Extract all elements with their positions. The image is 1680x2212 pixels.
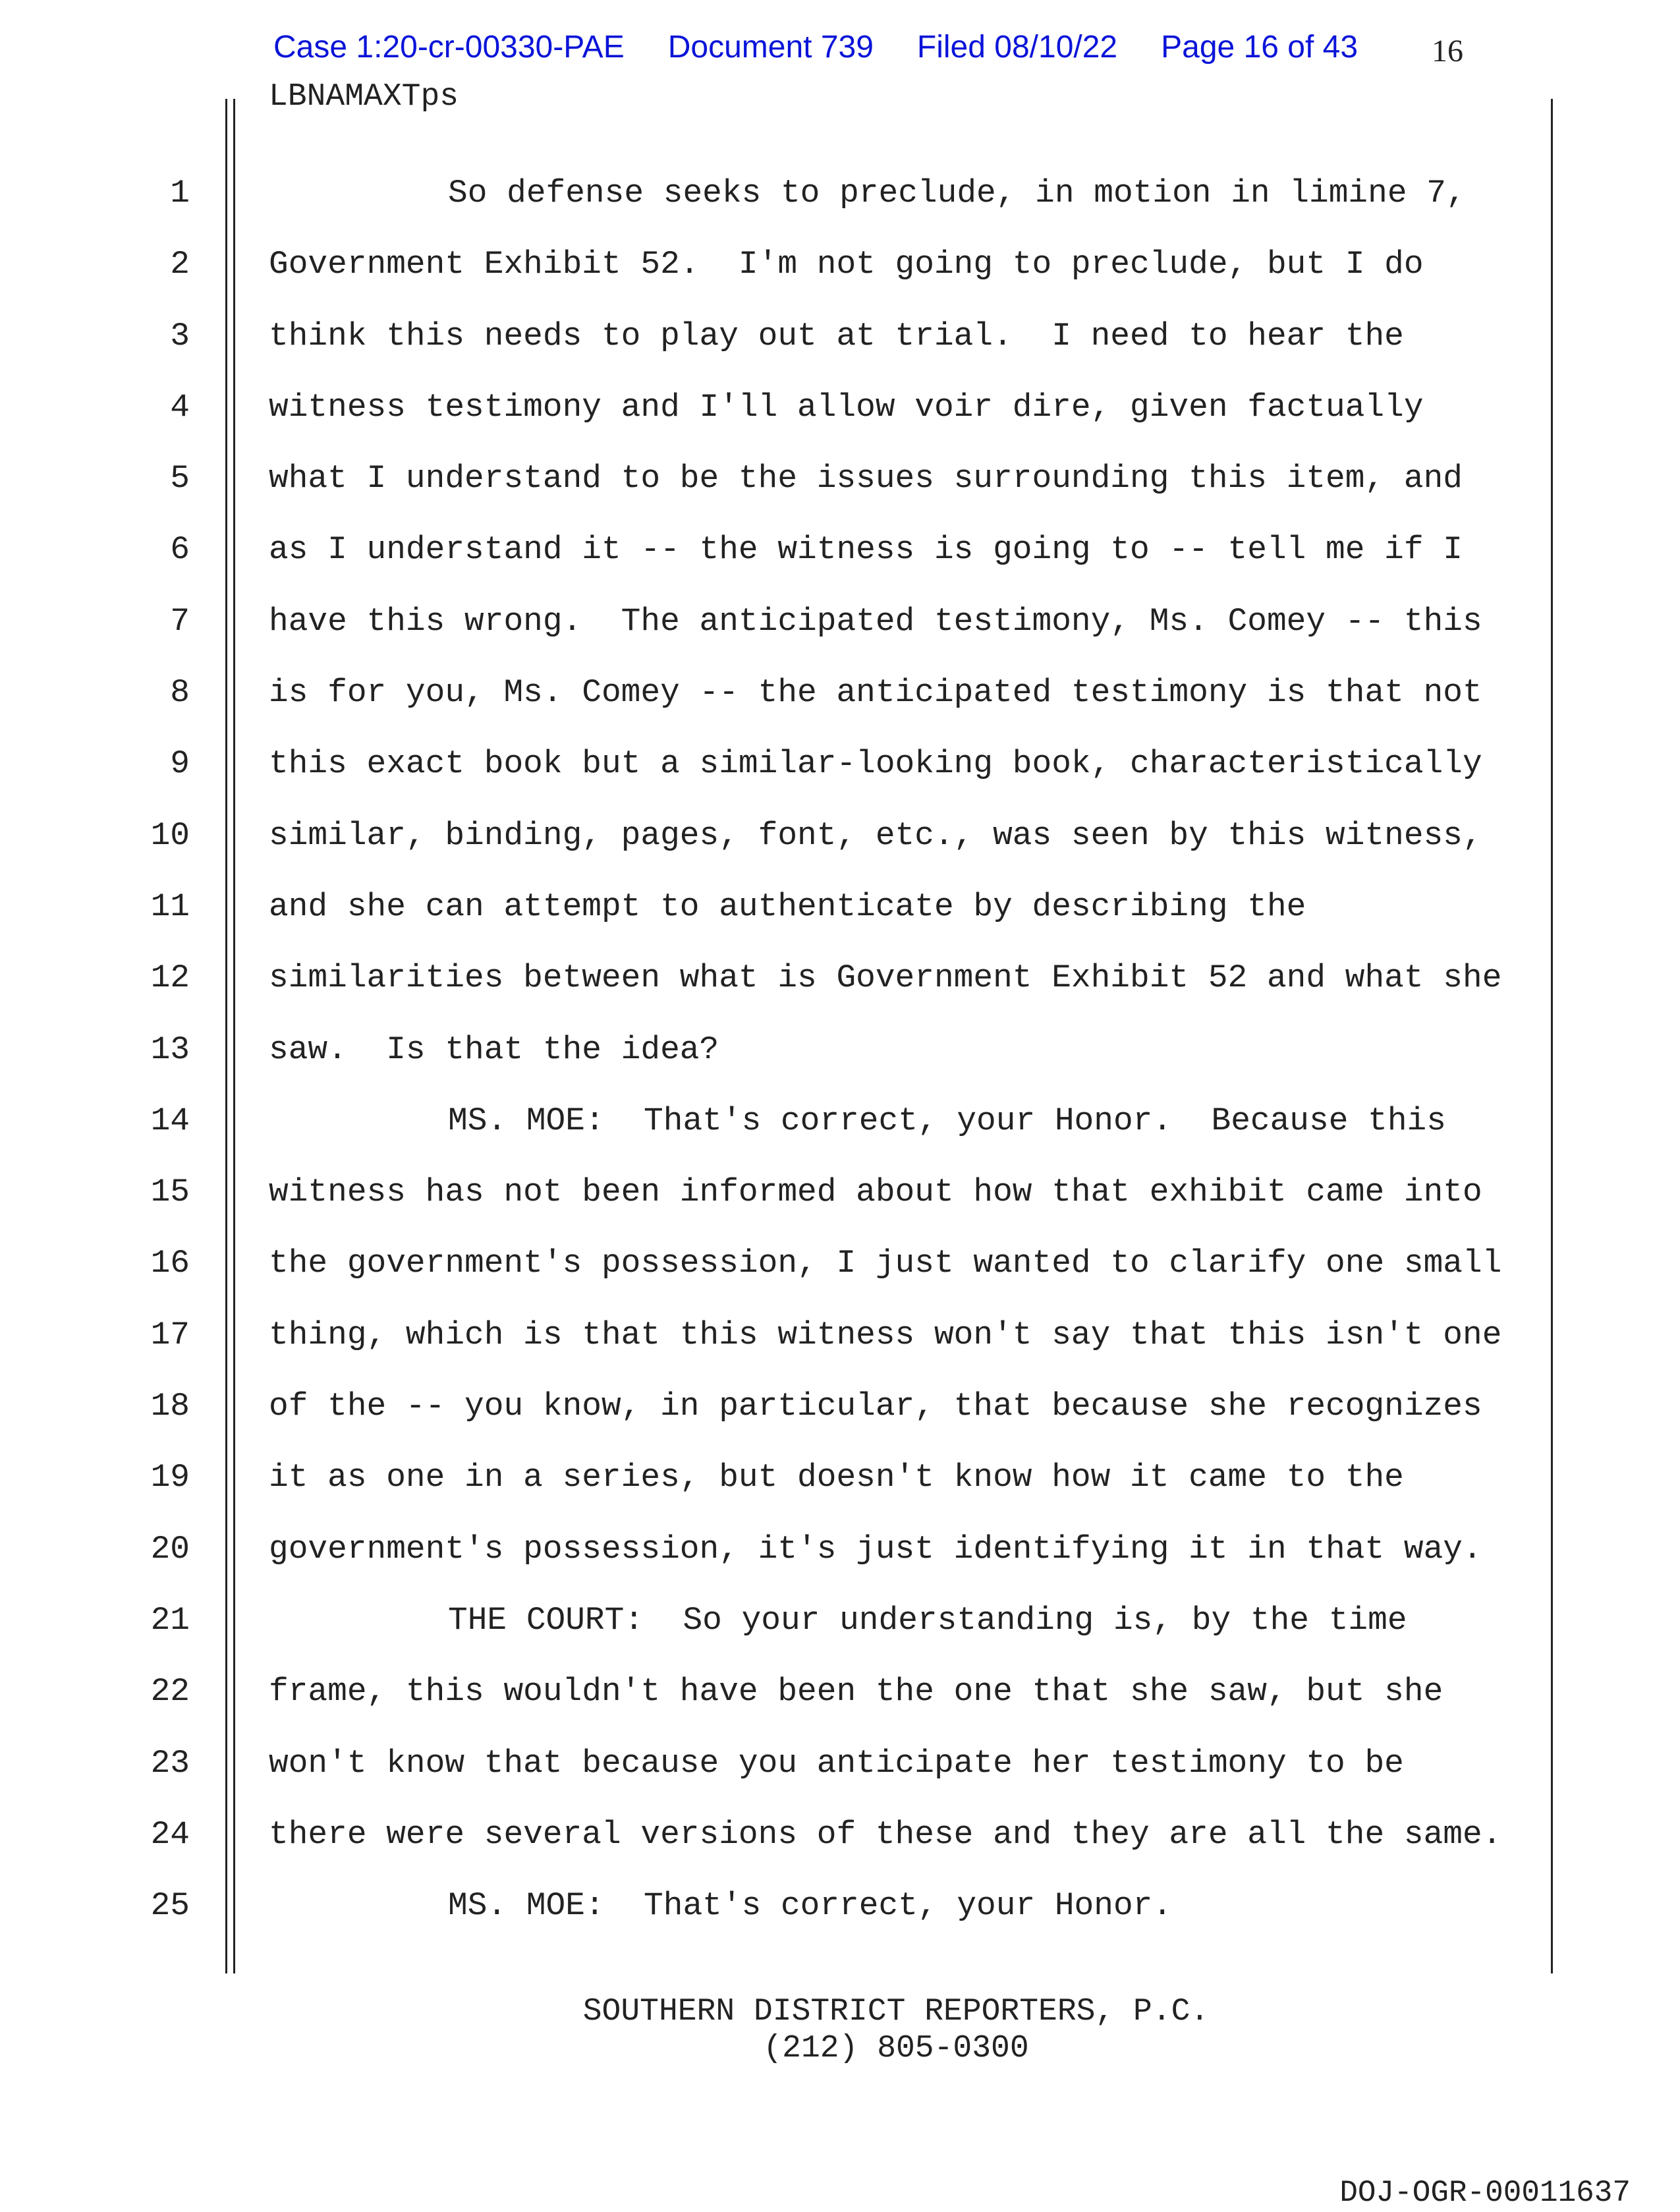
line-number: 15: [150, 1174, 190, 1211]
page-of-total: Page 16 of 43: [1161, 30, 1358, 65]
line-text: witness testimony and I'll allow voir dire, given factually: [269, 388, 1424, 426]
line-number: 3: [170, 317, 190, 354]
transcript-line: [0, 1799, 1680, 1870]
line-text: and she can attempt to authenticate by describing the: [269, 888, 1306, 925]
line-text: So defense seeks to preclude, in motion in limine 7,: [448, 175, 1466, 212]
line-text: it as one in a series, but doesn't know how it came to the: [269, 1459, 1404, 1496]
transcript-line: [0, 157, 1680, 229]
transcript-line: [0, 942, 1680, 1013]
line-number: 13: [150, 1031, 190, 1068]
line-text: MS. MOE: That's correct, your Honor.: [448, 1887, 1173, 1925]
transcript-line: [0, 728, 1680, 799]
transcript-line: [0, 871, 1680, 942]
transcript-body: [0, 157, 1680, 1941]
filed-date: Filed 08/10/22: [916, 30, 1118, 65]
line-number: 25: [150, 1887, 190, 1925]
line-number: 16: [150, 1245, 190, 1282]
line-text: as I understand it -- the witness is going to -- tell me if I: [269, 531, 1463, 569]
transcript-line: [0, 372, 1680, 443]
reporter-phone: (212) 805-0300: [763, 2031, 1029, 2066]
transcript-line: [0, 229, 1680, 300]
line-number: 18: [150, 1388, 190, 1425]
line-number: 9: [170, 745, 190, 783]
bates-number: DOJ-OGR-00011637: [1339, 2176, 1631, 2210]
line-number: 1: [170, 175, 190, 212]
transcript-line: [0, 1085, 1680, 1156]
line-text: there were several versions of these and they are all the same.: [269, 1815, 1502, 1853]
transcript-page-number: 16: [1432, 34, 1463, 69]
line-number: 11: [150, 888, 190, 925]
case-number: Case 1:20-cr-00330-PAE: [273, 30, 625, 65]
line-text: is for you, Ms. Comey -- the anticipated testimony is that not: [269, 674, 1482, 712]
line-number: 24: [150, 1815, 190, 1853]
line-number: 23: [150, 1744, 190, 1782]
line-number: 8: [170, 674, 190, 712]
transcript-line: [0, 586, 1680, 657]
transcript-line: [0, 1442, 1680, 1513]
reporter-name: SOUTHERN DISTRICT REPORTERS, P.C.: [582, 1994, 1210, 2029]
transcript-line: [0, 1656, 1680, 1727]
line-text: won't know that because you anticipate her testimony to be: [269, 1744, 1404, 1782]
line-number: 21: [150, 1601, 190, 1639]
running-header: LBNAMAXTps: [269, 79, 459, 115]
line-text: think this needs to play out at trial. I need to hear the: [269, 317, 1404, 354]
line-number: 12: [150, 959, 190, 997]
transcript-line: [0, 1156, 1680, 1228]
transcript-line: [0, 300, 1680, 372]
line-text: saw. Is that the idea?: [269, 1031, 719, 1068]
line-text: what I understand to be the issues surrounding this item, and: [269, 460, 1463, 497]
transcript-line: [0, 1228, 1680, 1299]
line-text: MS. MOE: That's correct, your Honor. Because this: [448, 1102, 1446, 1139]
line-number: 5: [170, 460, 190, 497]
line-text: THE COURT: So your understanding is, by the time: [448, 1601, 1407, 1639]
line-number: 22: [150, 1673, 190, 1711]
transcript-line: [0, 1299, 1680, 1371]
transcript-line: [0, 1014, 1680, 1085]
line-number: 14: [150, 1102, 190, 1139]
transcript-line: [0, 514, 1680, 585]
transcript-line: [0, 443, 1680, 514]
line-number: 17: [150, 1316, 190, 1353]
line-text: have this wrong. The anticipated testimony, Ms. Comey -- this: [269, 602, 1482, 640]
transcript-line: [0, 1870, 1680, 1941]
transcript-line: [0, 800, 1680, 871]
line-text: similar, binding, pages, font, etc., was seen by this witness,: [269, 816, 1482, 854]
line-number: 4: [170, 388, 190, 426]
transcript-line: [0, 1514, 1680, 1585]
line-text: this exact book but a similar-looking book, characteristically: [269, 745, 1482, 783]
line-number: 20: [150, 1530, 190, 1568]
line-number: 6: [170, 531, 190, 569]
line-text: Government Exhibit 52. I'm not going to preclude, but I do: [269, 246, 1424, 283]
line-text: government's possession, it's just identifying it in that way.: [269, 1530, 1482, 1568]
transcript-line: [0, 1371, 1680, 1442]
line-text: thing, which is that this witness won't say that this isn't one: [269, 1316, 1502, 1353]
document-number: Document 739: [667, 30, 874, 65]
line-number: 19: [150, 1459, 190, 1496]
line-text: witness has not been informed about how that exhibit came into: [269, 1174, 1482, 1211]
line-number: 10: [150, 816, 190, 854]
line-text: the government's possession, I just wanted to clarify one small: [269, 1245, 1502, 1282]
filing-stamp: [273, 29, 1358, 65]
line-text: of the -- you know, in particular, that because she recognizes: [269, 1388, 1482, 1425]
transcript-line: [0, 1585, 1680, 1656]
line-number: 2: [170, 246, 190, 283]
line-text: similarities between what is Government Exhibit 52 and what she: [269, 959, 1502, 997]
transcript-line: [0, 1728, 1680, 1799]
line-text: frame, this wouldn't have been the one that she saw, but she: [269, 1673, 1443, 1711]
reporter-footer: [0, 1993, 1680, 2067]
line-number: 7: [170, 602, 190, 640]
transcript-line: [0, 657, 1680, 728]
